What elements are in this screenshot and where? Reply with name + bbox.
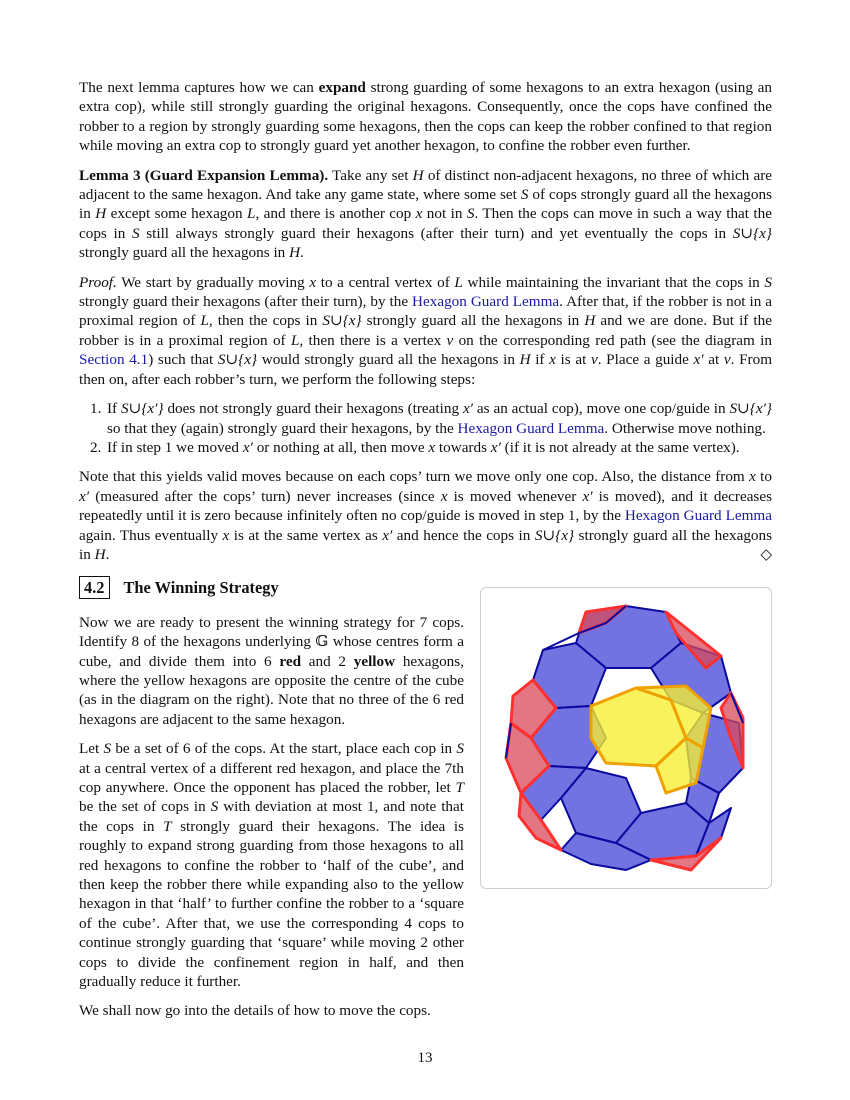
- strategy-paragraph-2: Let S be a set of 6 of the cops. At the start, place each cop in S at a central vertex of a different red hexagon, and place the 7th cop anywhere. Once the opponent has placed the robber, let T be the set of cops in S with deviation at most 1, and note that the cops in T strongly guard their hexagons. The idea is roughly to expand strong guarding from those hexagons to all red hexagons to confine the robber to ‘half of the cube’, and then keep the robber there while expanding also to the yellow hexagon in that ‘half’ to further confine the robber to a ‘square of the cube’. After that, we use the corresponding 4 cops to continue strongly guarding that ‘square’ while moving 2 other cops to divide the confinement region in half, and then gradually reduce it further.: [79, 740, 464, 991]
- section-4-1-link[interactable]: Section 4.1: [79, 351, 149, 369]
- hexagon-guard-lemma-link[interactable]: Hexagon Guard Lemma: [624, 507, 772, 525]
- lemma-title: Lemma 3 (Guard Expansion Lemma).: [79, 166, 329, 184]
- strategy-paragraph-3: We shall now go into the details of how to move the cops.: [79, 1002, 431, 1020]
- hexagon-guard-lemma-link[interactable]: Hexagon Guard Lemma: [412, 293, 560, 311]
- step-item-2: 2. If in step 1 we moved x′ or nothing at all, then move x towards x′ (if it is not already at the same vertex).: [90, 438, 740, 456]
- note-paragraph: Note that this yields valid moves because on each cops’ turn we move only one cop. Also, the distance from x to x′ (measured after the cops’ turn) never increases (since x is moved whenever x′ is moved), and it decreases repeatedly until it is zero because infinitely often no cop/guide is moved in step 1, by the Hexagon Guard Lemma again. Thus eventually x is at the same vertex as x′ and hence the cops in S∪{x} strongly guard all the hexagons in H. ◇: [79, 468, 773, 563]
- section-title: The Winning Strategy: [123, 577, 279, 597]
- proof-paragraph: Proof. We start by gradually moving x to a central vertex of L while maintaining the invariant that the cops in S strongly guard their hexagons (after their turn), by the Hexagon Guard Lemma. After that, if the robber is not in a proximal region of L, then the cops in S∪{x} strongly guard all the hexagons in H and we are done. But if the robber is in a proximal region of L, then there is a vertex v on the corresponding red path (see the diagram in Section 4.1) such that S∪{x} would strongly guard all the hexagons in H if x is at v. Place a guide x′ at v. From then on, after each robber’s turn, we perform the following steps:: [79, 273, 773, 388]
- section-number: 4.2: [79, 576, 110, 598]
- hexagon-guard-lemma-link[interactable]: Hexagon Guard Lemma: [457, 419, 605, 437]
- step-item-1: 1. If S∪{x′} does not strongly guard their hexagons (treating x′ as an actual cop), move one cop/guide in S∪{x′} so that they (again) strongly guard their hexagons, by the Hexagon Guard Lemma. Otherwise move nothing.: [90, 400, 772, 437]
- truncated-octahedron-figure: [480, 587, 772, 889]
- two-column-text: [79, 613, 464, 992]
- strategy-paragraph-1: Now we are ready to present the winning strategy for 7 cops. Identify 8 of the hexagons underlying 𝔾 whose centres form a cube, and divide them into 6 red and 2 yellow hexagons, where the yellow hexagons are opposite the centre of the cube (as in the diagram on the right). Note that no three of the 6 red hexagons are adjacent to the same hexagon.: [79, 613, 464, 728]
- qed-symbol: ◇: [760, 545, 772, 563]
- proof-steps: [79, 399, 772, 457]
- polyhedron-diagram: [481, 588, 771, 888]
- page-number: 13: [417, 1050, 433, 1066]
- proof-label: Proof.: [79, 273, 117, 291]
- intro-paragraph: The next lemma captures how we can expand strong guarding of some hexagons to an extra hexagon (using an extra cop), while still strongly guarding the original hexagons. Consequently, once the cops have confined the robber to a region by strongly guarding some hexagons, then the cops can keep the robber confined to that region while moving an extra cop to strongly guard yet another hexagon, to confine the robber even further.: [79, 79, 772, 155]
- lemma-paragraph: Lemma 3 (Guard Expansion Lemma). Take any set H of distinct non-adjacent hexagons, no three of which are adjacent to the same hexagon. And take any game state, where some set S of cops strongly guard all the hexagons in H except some hexagon L, and there is another cop x not in S. Then the cops can move in such a way that the cops in S still always strongly guard their hexagons (after their turn) and yet eventually the cops in S∪{x} strongly guard all the hexagons in H.: [79, 166, 773, 262]
